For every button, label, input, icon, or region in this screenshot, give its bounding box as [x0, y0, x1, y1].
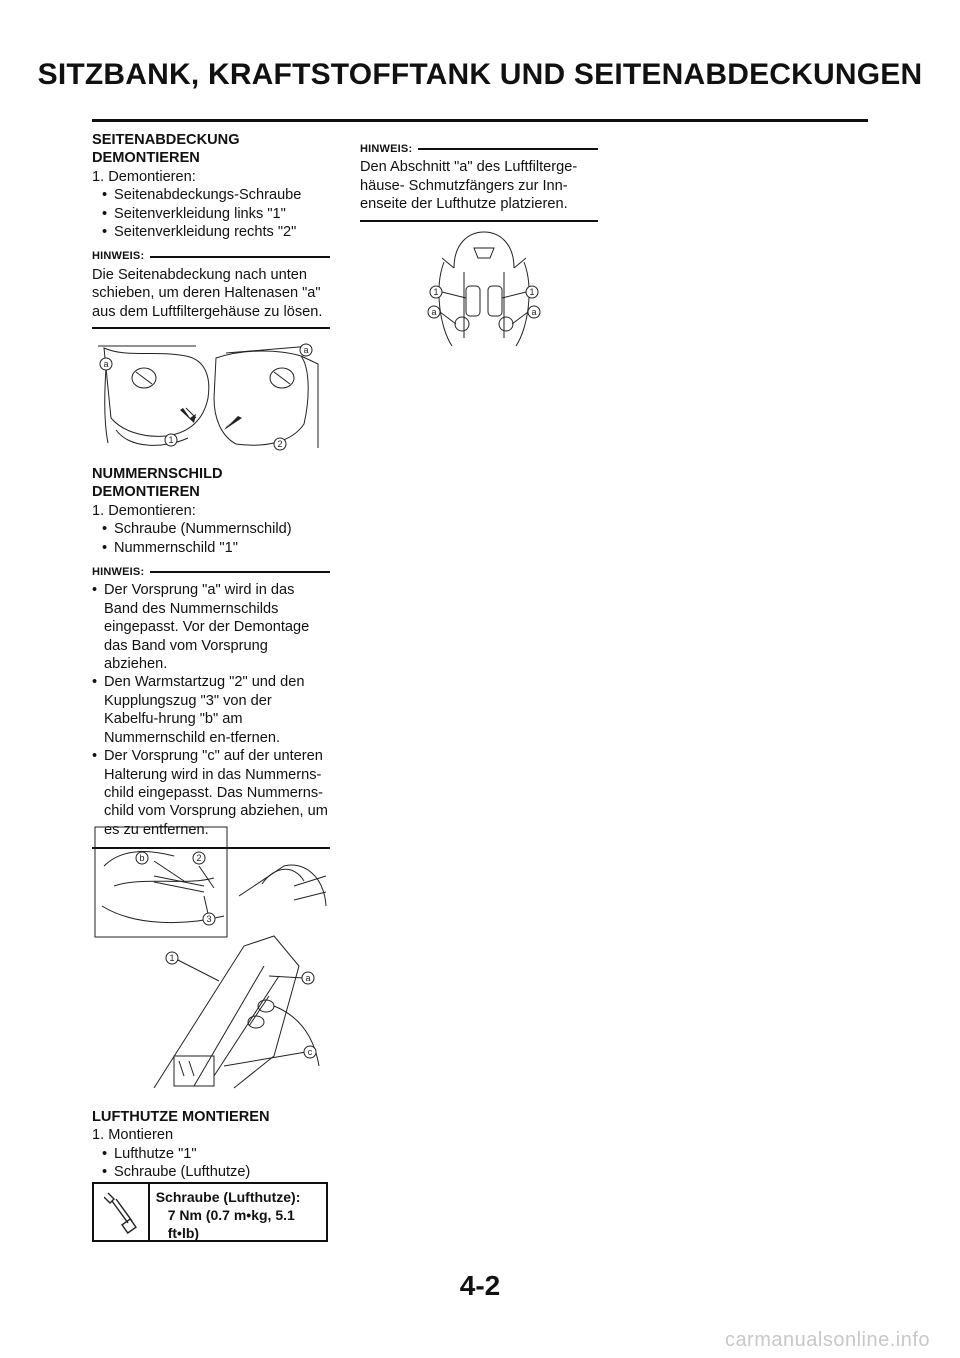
- note-text: Die Seitenabdeckung nach unten schieben, um deren Haltenasen "a" aus dem Luftfiltergehäuse zu lösen.: [92, 266, 323, 320]
- section-heading-side-cover: SEITENABDECKUNG DEMONTIEREN: [92, 132, 240, 167]
- callout-1: 1: [168, 435, 174, 445]
- note-header: [92, 563, 330, 581]
- torque-spec-text: [150, 1184, 326, 1240]
- callout-a-left: a: [103, 359, 109, 369]
- note-rule: [150, 256, 330, 258]
- note-end-rule: [92, 327, 330, 329]
- callout-c: c: [307, 1047, 313, 1057]
- note-bullet: • Den Warmstartzug "2" und den Kupplungszug "3" von der Kabelfu-hrung "b" am Nummernschild en-tfernen.: [92, 673, 330, 747]
- page-title: SITZBANK, KRAFTSTOFFTANK UND SEITENABDECKUNGEN: [37, 58, 923, 91]
- note-end-rule: [360, 220, 598, 222]
- step-1: 1. Demontieren:: [92, 502, 196, 519]
- title-rule: [92, 119, 868, 122]
- note-rule: [150, 571, 330, 573]
- callout-a: a: [305, 973, 311, 983]
- note-label: HINWEIS:: [360, 143, 413, 155]
- page-number: 4-2: [459, 1270, 501, 1301]
- list-item: • Schraube (Nummernschild): [102, 520, 330, 538]
- torque-value: 7 Nm (0.7 m•kg, 5.1 ft•lb): [167, 1207, 295, 1241]
- number-plate-section: [92, 465, 330, 849]
- note-header: [92, 247, 330, 265]
- note-bullet: • Der Vorsprung "c" auf der unteren Halterung wird in das Nummerns-child eingepasst. Das Nummerns-child vom Vorsprung abziehen, um es zu entfernen.: [92, 747, 330, 839]
- callout-2: 2: [196, 853, 202, 863]
- callout-1-right: 1: [529, 287, 535, 297]
- note-rule: [418, 148, 598, 150]
- note-text: Den Abschnitt "a" des Luftfilterge-häuse- Schmutzfängers zur Inn-enseite der Lufthutze platzieren.: [360, 159, 578, 213]
- left-column: [92, 131, 330, 329]
- list-item: • Schraube (Lufthutze): [102, 1163, 330, 1181]
- watermark: carmanualsonline.info: [724, 1329, 930, 1351]
- list-item: • Nummernschild "1": [102, 539, 330, 557]
- torque-title: Schraube (Lufthutze):: [155, 1189, 301, 1205]
- note-header: [360, 140, 598, 158]
- callout-2: 2: [277, 439, 283, 449]
- section-heading-number-plate: NUMMERNSCHILD DEMONTIEREN: [92, 466, 223, 501]
- callout-b: b: [139, 853, 145, 863]
- number-plate-figure: [94, 826, 328, 1096]
- list-item: • Seitenabdeckungs-Schraube: [102, 186, 330, 204]
- list-item: • Lufthutze "1": [102, 1145, 330, 1163]
- torque-spec-box: [92, 1182, 328, 1242]
- list-item: • Seitenverkleidung links "1": [102, 205, 330, 223]
- callout-a-left: a: [431, 307, 437, 317]
- callout-3: 3: [206, 914, 212, 924]
- torque-wrench-icon: [94, 1184, 150, 1240]
- callout-a-right: a: [531, 307, 537, 317]
- note-label: HINWEIS:: [92, 566, 145, 579]
- list-item: • Seitenverkleidung rechts "2": [102, 223, 330, 241]
- section-heading-air-scoop: LUFTHUTZE MONTIEREN: [92, 1109, 270, 1125]
- callout-1-left: 1: [433, 287, 439, 297]
- callout-a-right: a: [303, 345, 309, 355]
- note-label: HINWEIS:: [92, 250, 145, 263]
- note-bullet: • Der Vorsprung "a" wird in das Band des Nummernschilds eingepasst. Vor der Demontage das Band vom Vorsprung abziehen.: [92, 581, 330, 673]
- air-scoop-figure: [424, 228, 544, 350]
- air-scoop-section: [92, 1108, 330, 1182]
- step-1: 1. Montieren: [92, 1127, 174, 1144]
- right-column: [360, 140, 598, 222]
- callout-1: 1: [169, 953, 175, 963]
- side-cover-figure: [96, 338, 328, 458]
- step-1: 1. Demontieren:: [92, 168, 196, 185]
